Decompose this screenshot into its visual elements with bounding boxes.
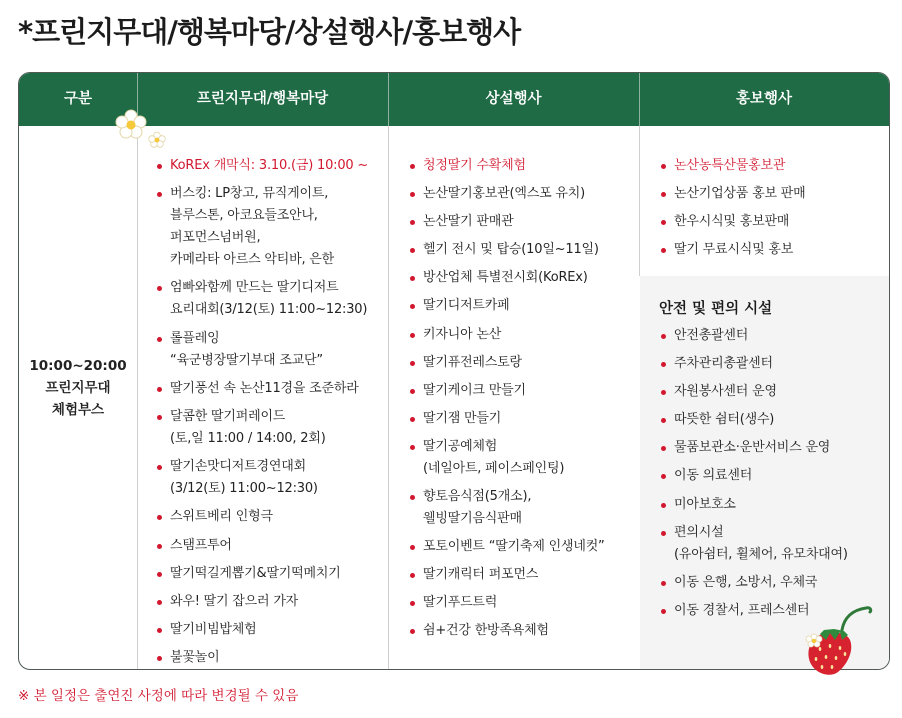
list-item-line: 이동 의료센터 <box>674 468 753 484</box>
list-item-line: 롤플레잉 <box>170 330 220 346</box>
list-item <box>408 536 605 558</box>
gubun-time: 10:00~20:00 <box>29 358 127 374</box>
column-divider <box>137 126 138 669</box>
gubun-cell <box>19 355 137 421</box>
fringe-list <box>155 155 368 670</box>
gubun-booth: 체험부스 <box>51 402 105 418</box>
list-item-line: 버스킹: LP창고, 뮤직게이트, <box>170 186 329 202</box>
list-item <box>659 381 848 403</box>
flower-icon <box>148 131 166 148</box>
list-item <box>408 239 605 261</box>
list-item <box>659 437 848 459</box>
list-item-line: 와우! 딸기 잡으러 가자 <box>170 593 299 609</box>
sangseol-list <box>408 155 605 649</box>
list-item-line: 카메라타 아르스 악티바, 은한 <box>170 252 335 268</box>
list-item-line: 딸기디저트카페 <box>423 298 510 314</box>
list-item <box>155 456 368 500</box>
list-item-line: 퍼포먼스넘버원, <box>170 230 261 246</box>
column-divider <box>639 126 640 276</box>
list-item <box>659 465 848 487</box>
list-item-line: 딸기잼 만들기 <box>423 410 502 426</box>
list-item-line: 딸기떡길게뽑기&딸기떡메치기 <box>170 565 341 581</box>
safety-title: 안전 및 편의 시설 <box>659 301 773 317</box>
list-item-line: 키자니아 논산 <box>423 326 502 342</box>
page-title: *프린지무대/행복마당/상설행사/홍보행사 <box>18 15 521 49</box>
list-item-line: 딸기풍선 속 논산11경을 조준하라 <box>170 380 359 396</box>
list-item-line: 딸기캐릭터 퍼포먼스 <box>423 567 539 583</box>
flower-icon <box>114 108 148 140</box>
list-item-line: 편의시설 <box>674 524 724 540</box>
list-item <box>659 325 848 347</box>
list-item-line: 딸기푸드트럭 <box>423 595 498 611</box>
list-item <box>659 155 805 177</box>
list-item <box>408 211 605 233</box>
header-sangseol: 상설행사 <box>485 91 542 107</box>
list-item-line: (3/12(토) 11:00~12:30) <box>170 481 318 497</box>
list-item-line: (토,일 11:00 / 14:00, 2회) <box>170 430 326 446</box>
list-item <box>408 267 605 289</box>
table-header <box>19 73 889 126</box>
list-item-line: 웰빙딸기음식판매 <box>423 511 522 527</box>
list-item-line: 향토음식점(5개소), <box>423 489 532 505</box>
list-item-line: 스탬프투어 <box>170 537 232 553</box>
list-item-line: 헬기 전시 및 탑승(10일~11일) <box>423 242 599 258</box>
list-item <box>408 352 605 374</box>
list-item-line: 주차관리총괄센터 <box>674 356 773 372</box>
list-item <box>408 620 605 642</box>
header-hongbo: 홍보행사 <box>735 91 793 107</box>
list-item <box>155 155 368 177</box>
list-item <box>155 535 368 557</box>
safety-list <box>659 325 848 628</box>
column-divider <box>388 126 389 669</box>
list-item <box>408 324 605 346</box>
list-item <box>155 619 368 641</box>
list-item <box>155 563 368 585</box>
list-item <box>408 295 605 317</box>
list-item <box>659 211 805 233</box>
list-item-line: 청정딸기 수확체험 <box>423 158 526 173</box>
list-item-line: 자원봉사센터 운영 <box>674 384 777 400</box>
list-item-line: 방산업체 특별전시회(KoREx) <box>423 270 588 286</box>
list-item <box>659 353 848 375</box>
list-item <box>659 572 848 594</box>
list-item <box>408 436 605 480</box>
list-item <box>659 183 805 205</box>
list-item <box>155 328 368 372</box>
list-item-line: 따뜻한 쉼터(생수) <box>674 412 775 428</box>
list-item-line: 딸기비빔밥체험 <box>170 622 257 638</box>
list-item-line: 미아보호소 <box>674 496 736 512</box>
list-item <box>659 409 848 431</box>
strawberry-icon <box>800 604 880 680</box>
list-item <box>408 564 605 586</box>
list-item <box>659 494 848 516</box>
list-item <box>408 592 605 614</box>
list-item-line: 달콤한 딸기퍼레이드 <box>170 408 286 424</box>
header-fringe: 프린지무대/행복마당 <box>196 91 329 107</box>
list-item-line: 포토이벤트 “딸기축제 인생네컷” <box>423 539 605 555</box>
list-item-line: (네일아트, 페이스페인팅) <box>423 460 565 476</box>
list-item-line: 한우시식및 홍보판매 <box>674 214 790 230</box>
list-item-line: KoREx 개막식: 3.10.(금) 10:00 ~ <box>170 158 369 173</box>
list-item <box>408 155 605 177</box>
list-item <box>659 522 848 566</box>
header-gubun: 구분 <box>63 91 92 107</box>
list-item-line: “육군병장딸기부대 조교단” <box>170 352 323 368</box>
list-item-line: 논산기업상품 홍보 판매 <box>674 186 806 202</box>
list-item <box>155 506 368 528</box>
list-item <box>155 647 368 669</box>
list-item-line: 엄빠와함께 만드는 딸기디저트 <box>170 280 339 296</box>
list-item-line: 논산딸기홍보관(엑스포 유치) <box>423 186 585 202</box>
schedule-table <box>18 72 890 670</box>
list-item-line: 딸기손맛디저트경연대회 <box>170 459 306 475</box>
list-item-line: 이동 은행, 소방서, 우체국 <box>674 574 818 590</box>
list-item-line: 딸기공예체험 <box>423 438 498 454</box>
list-item <box>659 239 805 261</box>
list-item <box>155 378 368 400</box>
list-item-line: 딸기 무료시식및 홍보 <box>674 242 794 258</box>
schedule-notice: ※ 본 일정은 출연진 사정에 따라 변경될 수 있음 <box>18 688 299 704</box>
list-item <box>155 183 368 271</box>
hongbo-list <box>659 155 805 267</box>
list-item-line: 물품보관소·운반서비스 운영 <box>674 440 831 456</box>
list-item <box>155 591 368 613</box>
list-item-line: 안전총괄센터 <box>674 328 749 343</box>
list-item <box>408 183 605 205</box>
list-item-line: (유아쉼터, 휠체어, 유모차대여) <box>674 546 848 562</box>
list-item-line: 불꽃놀이 <box>170 650 220 666</box>
list-item <box>408 380 605 402</box>
list-item <box>408 408 605 430</box>
list-item-line: 쉼+건강 한방족욕체험 <box>423 623 549 639</box>
list-item-line: 요리대회(3/12(토) 11:00~12:30) <box>170 302 368 318</box>
list-item <box>408 486 605 530</box>
list-item-line: 논산농특산물홍보관 <box>674 158 786 173</box>
list-item-line: 스위트베리 인형극 <box>170 509 273 525</box>
gubun-stage: 프린지무대 <box>45 380 111 396</box>
list-item-line: 이동 경찰서, 프레스센터 <box>674 602 810 618</box>
list-item <box>155 277 368 321</box>
list-item <box>155 406 368 450</box>
list-item-line: 블루스톤, 아코요들조안나, <box>170 208 318 224</box>
list-item-line: 딸기케이크 만들기 <box>423 382 526 398</box>
list-item-line: 딸기퓨전레스토랑 <box>423 354 522 370</box>
list-item-line: 논산딸기 판매관 <box>423 214 514 230</box>
